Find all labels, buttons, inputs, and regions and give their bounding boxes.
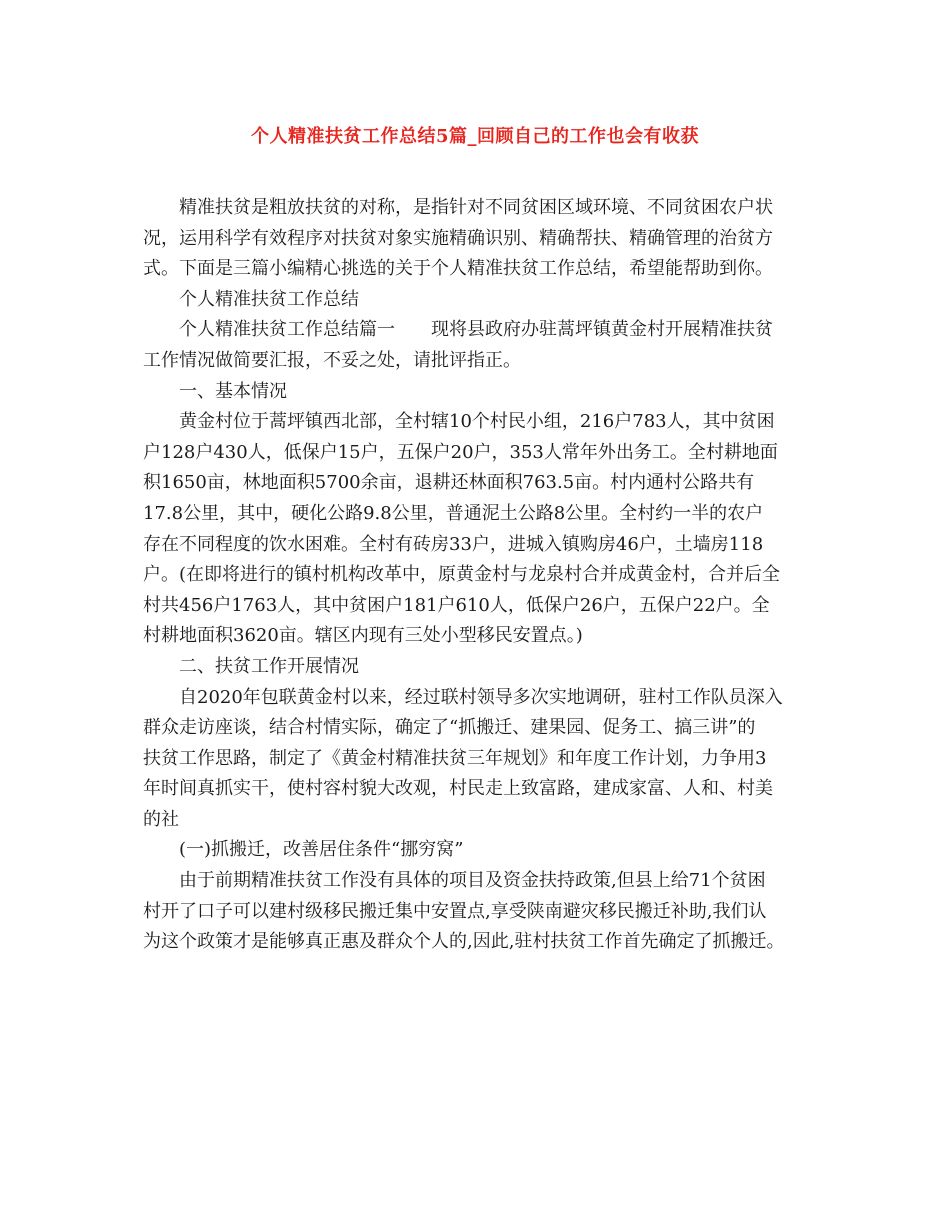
text-line: 年时间真抓实干，使村容村貌大改观，村民走上致富路，建成家富、人和、村美 [143, 778, 773, 800]
text-line: 为这个政策才是能够真正惠及群众个人的,因此,驻村扶贫工作首先确定了抓搬迁。 [143, 931, 785, 953]
text-line: 群众走访座谈，结合村情实际，确定了“抓搬迁、建果园、促务工、搞三讲”的 [143, 717, 756, 739]
text-line: 二、扶贫工作开展情况 [179, 655, 359, 677]
document-body [143, 193, 815, 958]
text-line: 工作情况做简要汇报，不妥之处，请批评指正。 [143, 349, 521, 371]
text-line: 黄金村位于蒿坪镇西北部，全村辖10个村民小组，216户783人，其中贫困 [179, 411, 775, 433]
text-line: 户。(在即将进行的镇村机构改革中，原黄金村与龙泉村合并成黄金村，合并后全 [143, 564, 781, 586]
text-line: 的社 [143, 808, 179, 830]
text-line: 村耕地面积3620亩。辖区内现有三处小型移民安置点。) [143, 625, 583, 647]
text-line: 扶贫工作思路，制定了《黄金村精准扶贫三年规划》和年度工作计划，力争用3 [143, 747, 767, 769]
text-line: 况，运用科学有效程序对扶贫对象实施精确识别、精确帮扶、精确管理的治贫方 [143, 227, 773, 249]
text-line: 自2020年包联黄金村以来，经过联村领导多次实地调研，驻村工作队员深入 [179, 686, 783, 708]
text-line: (一)抓搬迁，改善居住条件“挪穷窝” [179, 839, 464, 861]
text-line: 精准扶贫是粗放扶贫的对称，是指针对不同贫困区域环境、不同贫困农户状 [179, 197, 773, 218]
text-line: 个人精准扶贫工作总结 [179, 288, 359, 310]
text-line: 一、基本情况 [179, 380, 287, 402]
text-line: 村共456户1763人，其中贫困户181户610人，低保户26户，五保户22户。全 [143, 594, 770, 616]
text-line: 式。下面是三篇小编精心挑选的关于个人精准扶贫工作总结，希望能帮助到你。 [143, 258, 773, 280]
text-line: 积1650亩，林地面积5700余亩，退耕还林面积763.5亩。村内通村公路共有 [143, 472, 755, 494]
text-line: 存在不同程度的饮水困难。全村有砖房33户，进城入镇购房46户，土墙房118 [143, 533, 764, 555]
text-line: 17.8公里，其中，硬化公路9.8公里，普通泥土公路8公里。全村约一半的农户 [143, 502, 764, 524]
text-line: 户128户430人，低保户15户，五保户20户，353人常年外出务工。全村耕地面 [143, 441, 778, 463]
text-line: 由于前期精准扶贫工作没有具体的项目及资金扶持政策,但县上给71个贫困 [179, 870, 766, 892]
document-title: 个人精准扶贫工作总结5篇_回顾自己的工作也会有收获 [250, 126, 700, 147]
text-line: 村开了口子可以建村级移民搬迁集中安置点,享受陕南避灾移民搬迁补助,我们认 [143, 900, 767, 922]
text-line: 个人精准扶贫工作总结篇一 现将县政府办驻蒿坪镇黄金村开展精准扶贫 [179, 319, 773, 341]
